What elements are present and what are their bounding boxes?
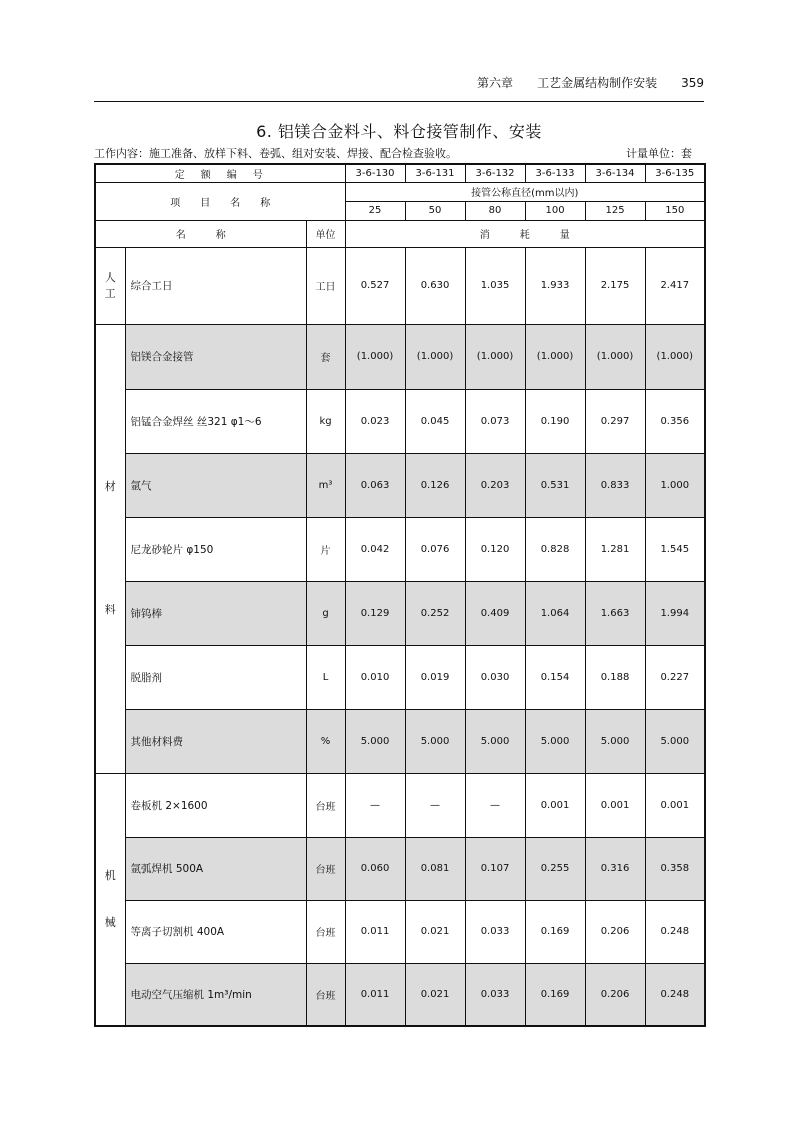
consumption-value: 0.126: [405, 453, 465, 517]
header-text: [477, 74, 704, 91]
resource-name: 氩气: [125, 453, 306, 517]
consumption-value: 0.021: [405, 900, 465, 963]
resource-unit: 台班: [306, 773, 345, 837]
consumption-value: 0.030: [465, 645, 525, 709]
consumption-value: 0.154: [525, 645, 585, 709]
consumption-value: 0.356: [645, 389, 705, 453]
quota-code: 3-6-135: [645, 164, 705, 182]
consumption-value: 0.297: [585, 389, 645, 453]
consumption-value: 0.021: [405, 963, 465, 1026]
resource-unit: L: [306, 645, 345, 709]
consumption-value: 0.073: [465, 389, 525, 453]
diameter-value: 100: [525, 201, 585, 220]
table-row: [95, 773, 705, 837]
resource-name: 铈钨棒: [125, 581, 306, 645]
consumption-value: 1.000: [645, 453, 705, 517]
consumption-value: 2.175: [585, 247, 645, 324]
table-row: [95, 389, 705, 453]
consumption-value: —: [465, 773, 525, 837]
table-row: [95, 581, 705, 645]
table-row: [95, 900, 705, 963]
consumption-value: 1.933: [525, 247, 585, 324]
consumption-value: 0.011: [345, 900, 405, 963]
consumption-value: 0.248: [645, 900, 705, 963]
consumption-value: 0.023: [345, 389, 405, 453]
consumption-value: 0.227: [645, 645, 705, 709]
consumption-value: 5.000: [465, 709, 525, 773]
consumption-value: (1.000): [525, 324, 585, 389]
consumption-value: 5.000: [405, 709, 465, 773]
resource-unit: 台班: [306, 900, 345, 963]
quota-code-label: 定 额 编 号: [95, 164, 345, 182]
resource-unit: m³: [306, 453, 345, 517]
diameter-value: 50: [405, 201, 465, 220]
resource-unit: 套: [306, 324, 345, 389]
consumption-value: 5.000: [345, 709, 405, 773]
consumption-value: 2.417: [645, 247, 705, 324]
resource-name: 铝镁合金接管: [125, 324, 306, 389]
resource-name: 其他材料费: [125, 709, 306, 773]
category-cell: 机 械: [95, 773, 125, 1026]
consumption-value: 0.190: [525, 389, 585, 453]
resource-name: 等离子切割机 400A: [125, 900, 306, 963]
quota-code: 3-6-134: [585, 164, 645, 182]
item-name-label: 项 目 名 称: [95, 182, 345, 220]
quota-code: 3-6-133: [525, 164, 585, 182]
consumption-value: 1.035: [465, 247, 525, 324]
table-row: [95, 963, 705, 1026]
resource-name: 氩弧焊机 500A: [125, 837, 306, 900]
consumption-value: 0.255: [525, 837, 585, 900]
quota-code: 3-6-132: [465, 164, 525, 182]
consumption-value: (1.000): [405, 324, 465, 389]
header-rule: [94, 101, 704, 102]
consumption-value: 1.663: [585, 581, 645, 645]
diameter-value: 125: [585, 201, 645, 220]
consumption-value: 0.063: [345, 453, 405, 517]
consumption-value: 0.120: [465, 517, 525, 581]
resource-name: 卷板机 2×1600: [125, 773, 306, 837]
table-row: [95, 645, 705, 709]
resource-name: 电动空气压缩机 1m³/min: [125, 963, 306, 1026]
resource-unit: g: [306, 581, 345, 645]
table-row: [95, 517, 705, 581]
page-title: 6. 铝镁合金料斗、料仓接管制作、安装: [256, 122, 542, 141]
table-row: [95, 453, 705, 517]
consumption-value: 0.107: [465, 837, 525, 900]
unit-of-measure: 计量单位：套: [626, 147, 692, 160]
consumption-value: 0.828: [525, 517, 585, 581]
diameter-label: 接管公称直径(mm以内): [345, 182, 705, 201]
consumption-value: 1.994: [645, 581, 705, 645]
consumption-value: 0.045: [405, 389, 465, 453]
resource-name: 铝锰合金焊丝 丝321 φ1～6: [125, 389, 306, 453]
consumption-value: 0.630: [405, 247, 465, 324]
diameter-value: 25: [345, 201, 405, 220]
consumption-value: 0.042: [345, 517, 405, 581]
page-number: 359: [681, 76, 704, 90]
consumption-value: 0.033: [465, 900, 525, 963]
category-cell: 人 工: [95, 247, 125, 324]
consumption-value: 0.001: [645, 773, 705, 837]
consumption-value: (1.000): [465, 324, 525, 389]
consumption-value: 0.206: [585, 963, 645, 1026]
quota-code: 3-6-131: [405, 164, 465, 182]
consumption-value: 0.206: [585, 900, 645, 963]
consumption-value: 0.011: [345, 963, 405, 1026]
consumption-value: 0.188: [585, 645, 645, 709]
consumption-value: 5.000: [645, 709, 705, 773]
consumption-value: —: [345, 773, 405, 837]
chapter-label: 第六章: [477, 76, 514, 90]
consumption-value: —: [405, 773, 465, 837]
work-content: 工作内容：施工准备、放样下料、卷弧、组对安装、焊接、配合检查验收。: [94, 147, 457, 160]
consumption-value: 0.001: [585, 773, 645, 837]
consumption-value: 0.001: [525, 773, 585, 837]
table-row: [95, 247, 705, 324]
consumption-value: 0.081: [405, 837, 465, 900]
resource-name: 尼龙砂轮片 φ150: [125, 517, 306, 581]
consumption-value: 0.252: [405, 581, 465, 645]
consumption-value: 0.527: [345, 247, 405, 324]
resource-name: 综合工日: [125, 247, 306, 324]
diameter-value: 80: [465, 201, 525, 220]
section-label: 工艺金属结构制作安装: [537, 76, 658, 90]
consumption-value: 1.064: [525, 581, 585, 645]
table-row: [95, 709, 705, 773]
consumption-value: 0.129: [345, 581, 405, 645]
consumption-value: 0.076: [405, 517, 465, 581]
consumption-value: 0.033: [465, 963, 525, 1026]
resource-unit: %: [306, 709, 345, 773]
consumption-value: 0.060: [345, 837, 405, 900]
consumption-label: 消 耗 量: [345, 220, 705, 247]
consumption-value: (1.000): [585, 324, 645, 389]
category-cell: 材 料: [95, 324, 125, 773]
consumption-value: 0.169: [525, 963, 585, 1026]
consumption-value: 1.281: [585, 517, 645, 581]
consumption-value: (1.000): [645, 324, 705, 389]
consumption-value: 0.019: [405, 645, 465, 709]
consumption-value: 0.316: [585, 837, 645, 900]
resource-name: 脱脂剂: [125, 645, 306, 709]
consumption-value: (1.000): [345, 324, 405, 389]
table-row: [95, 324, 705, 389]
work-content-line: [94, 145, 704, 161]
column-name-label: 名 称: [95, 220, 306, 247]
consumption-value: 5.000: [585, 709, 645, 773]
consumption-value: 0.169: [525, 900, 585, 963]
quota-code: 3-6-130: [345, 164, 405, 182]
diameter-value: 150: [645, 201, 705, 220]
resource-unit: 台班: [306, 963, 345, 1026]
consumption-value: 5.000: [525, 709, 585, 773]
quota-table: [94, 163, 706, 1027]
consumption-value: 1.545: [645, 517, 705, 581]
consumption-value: 0.833: [585, 453, 645, 517]
resource-unit: 工日: [306, 247, 345, 324]
consumption-value: 0.203: [465, 453, 525, 517]
resource-unit: kg: [306, 389, 345, 453]
consumption-value: 0.248: [645, 963, 705, 1026]
table-row: [95, 837, 705, 900]
consumption-value: 0.010: [345, 645, 405, 709]
column-unit-label: 单位: [306, 220, 345, 247]
running-header: [94, 74, 704, 96]
consumption-value: 0.409: [465, 581, 525, 645]
resource-unit: 台班: [306, 837, 345, 900]
resource-unit: 片: [306, 517, 345, 581]
consumption-value: 0.358: [645, 837, 705, 900]
consumption-value: 0.531: [525, 453, 585, 517]
